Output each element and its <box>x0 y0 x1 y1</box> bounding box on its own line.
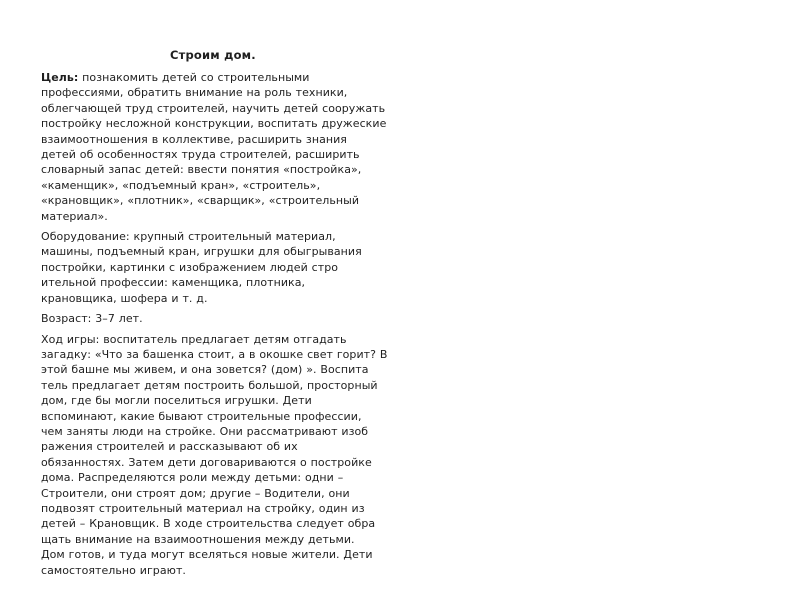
goal-line: облегчающей труд строителей, научить детей сооружать <box>41 101 386 115</box>
age-line: Возраст: 3–7 лет. <box>41 312 143 326</box>
procedure-line: детей – Крановщик. В ходе строительства следует обра <box>41 517 376 531</box>
goal-line: взаимоотношения в коллективе, расширить знания <box>41 132 347 146</box>
page-title: Строим дом. <box>170 48 256 62</box>
equipment-line: крановщика, шофера и т. д. <box>41 291 208 305</box>
equipment-line: Оборудование: крупный строительный материал, <box>41 230 336 244</box>
goal-line: словарный запас детей: ввести понятия «постройка», <box>41 163 362 177</box>
goal-line: детей об особенностях труда строителей, расширить <box>41 148 360 162</box>
procedure-line: Дом готов, и туда могут вселяться новые жители. Дети <box>41 548 373 562</box>
procedure-line: тель предлагает детям построить большой, просторный <box>41 378 378 392</box>
equipment-line: машины, подъемный кран, игрушки для обыгрывания <box>41 245 362 259</box>
procedure-line: дом, где бы могли поселиться игрушки. Дети <box>41 394 312 408</box>
procedure-line: Ход игры: воспитатель предлагает детям отгадать <box>41 332 347 346</box>
procedure-line: Строители, они строят дом; другие – Водители, они <box>41 486 350 500</box>
procedure-line: дома. Распределяются роли между детьми: одни – <box>41 471 344 485</box>
goal-line: постройку несложной конструкции, воспитать дружеские <box>41 117 387 131</box>
goal-line: профессиями, обратить внимание на роль техники, <box>41 86 348 100</box>
goal-line: «крановщик», «плотник», «сварщик», «строительный <box>41 194 360 208</box>
procedure-line: вспоминают, какие бывают строительные профессии, <box>41 409 362 423</box>
procedure-line: этой башне мы живем, и она зовется? (дом) ». Воспита <box>41 363 369 377</box>
procedure-line: подвозят строительный материал на стройку, один из <box>41 501 365 515</box>
age-paragraph <box>41 311 397 326</box>
procedure-line: щать внимание на взаимоотношения между детьми. <box>41 532 355 546</box>
goal-line <box>41 70 397 85</box>
goal-label: Цель: <box>41 71 79 84</box>
goal-line: материал». <box>41 209 108 223</box>
equipment-line: постройки, картинки с изображением людей стро <box>41 260 339 274</box>
procedure-line: обязанностях. Затем дети договариваются о постройке <box>41 455 372 469</box>
document-body <box>41 70 397 583</box>
procedure-line: самостоятельно играют. <box>41 563 186 577</box>
procedure-paragraph <box>41 332 397 579</box>
equipment-paragraph <box>41 229 397 306</box>
procedure-line: ражения строителей и рассказывают об их <box>41 440 298 454</box>
goal-line: «каменщик», «подъемный кран», «строитель», <box>41 178 321 192</box>
procedure-line: загадку: «Что за башенка стоит, а в окошке свет горит? В <box>41 347 388 361</box>
goal-text: познакомить детей со строительными <box>78 71 310 84</box>
equipment-line: ительной профессии: каменщика, плотника, <box>41 276 306 290</box>
goal-paragraph <box>41 70 397 224</box>
procedure-line: чем заняты люди на стройке. Они рассматривают изоб <box>41 424 369 438</box>
